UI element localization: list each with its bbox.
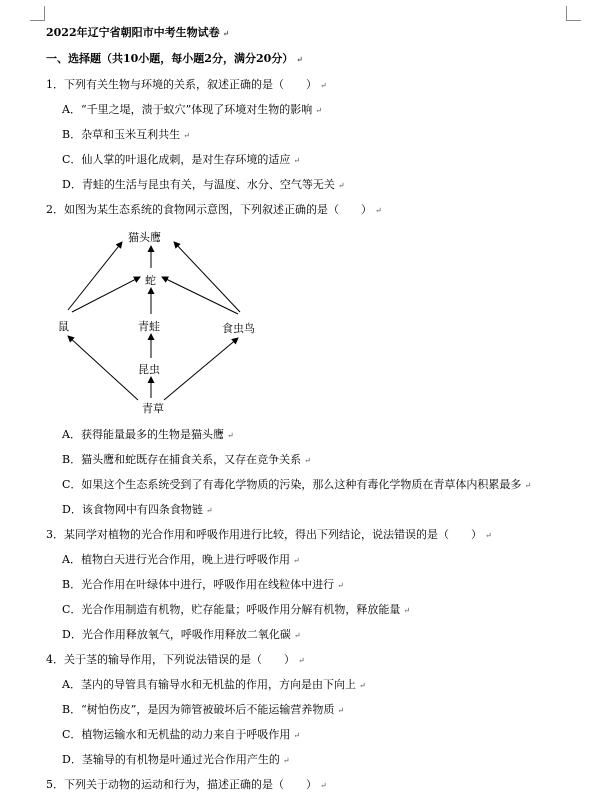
question-1-option-d: D．青蛙的生活与昆虫有关，与温度、水分、空气等无关 ↵: [62, 178, 345, 191]
node-grass: 青草: [142, 402, 164, 415]
question-5-stem: 5．下列关于动物的运动和行为，描述正确的是（ ） ↵: [46, 778, 327, 791]
arrow-grass-to-mouse: [68, 336, 138, 400]
question-2-option-c: C．如果这个生态系统受到了有毒化学物质的污染，那么这种有毒化学物质在青草体内积累最多 ↵: [62, 478, 532, 491]
question-3-option-d: D．光合作用释放氧气，呼吸作用释放二氧化碳 ↵: [62, 628, 301, 641]
question-1-option-c: C．仙人掌的叶退化成刺，是对生存环境的适应 ↵: [62, 153, 301, 166]
arrow-mouse-to-snake: [72, 277, 140, 312]
question-2-option-a: A．获得能量最多的生物是猫头鹰 ↵: [62, 428, 234, 441]
document-title: 2022年辽宁省朝阳市中考生物试卷 ↵: [46, 26, 230, 39]
arrow-bird-to-snake: [162, 277, 238, 314]
node-snake: 蛇: [145, 274, 156, 287]
node-mouse: 鼠: [58, 320, 69, 333]
arrow-bird-to-owl: [174, 242, 240, 312]
question-2-stem: 2．如图为某生态系统的食物网示意图，下列叙述正确的是（ ） ↵: [46, 203, 382, 216]
node-owl: 猫头鹰: [128, 231, 161, 244]
question-4-option-d: D．茎输导的有机物是叶通过光合作用产生的 ↵: [62, 753, 290, 766]
food-web-diagram: [50, 224, 280, 419]
arrow-grass-to-bird: [164, 338, 238, 400]
question-4-option-a: A．茎内的导管具有输导水和无机盐的作用，方向是由下向上 ↵: [62, 678, 366, 691]
question-3-option-c: C．光合作用制造有机物，贮存能量；呼吸作用分解有机物，释放能量 ↵: [62, 603, 411, 616]
node-insect: 昆虫: [138, 363, 160, 376]
question-3-option-b: B．光合作用在叶绿体中进行，呼吸作用在线粒体中进行 ↵: [62, 578, 344, 591]
question-1-option-a: A．“千里之堤，溃于蚁穴”体现了环境对生物的影响 ↵: [62, 103, 322, 116]
question-1-stem: 1．下列有关生物与环境的关系，叙述正确的是（ ） ↵: [46, 78, 327, 91]
question-1-option-b: B．杂草和玉米互利共生 ↵: [62, 128, 190, 141]
question-3-option-a: A．植物白天进行光合作用，晚上进行呼吸作用 ↵: [62, 553, 300, 566]
question-4-option-b: B．“树怕伤皮”，是因为筛管被破坏后不能运输营养物质 ↵: [62, 703, 345, 716]
node-frog: 青蛙: [138, 320, 160, 333]
question-3-stem: 3．某同学对植物的光合作用和呼吸作用进行比较，得出下列结论，说法错误的是（ ） ↵: [46, 528, 492, 541]
section-heading: 一、选择题（共10小题，每小题2分，满分20分） ↵: [46, 52, 303, 65]
question-4-option-c: C．植物运输水和无机盐的动力来自于呼吸作用 ↵: [62, 728, 301, 741]
node-insect-eating-bird: 食虫鸟: [222, 322, 255, 335]
question-2-option-d: D．该食物网中有四条食物链 ↵: [62, 503, 213, 516]
question-2-option-b: B．猫头鹰和蛇既存在捕食关系，又存在竞争关系 ↵: [62, 453, 311, 466]
question-4-stem: 4．关于茎的输导作用，下列说法错误的是（ ） ↵: [46, 653, 305, 666]
